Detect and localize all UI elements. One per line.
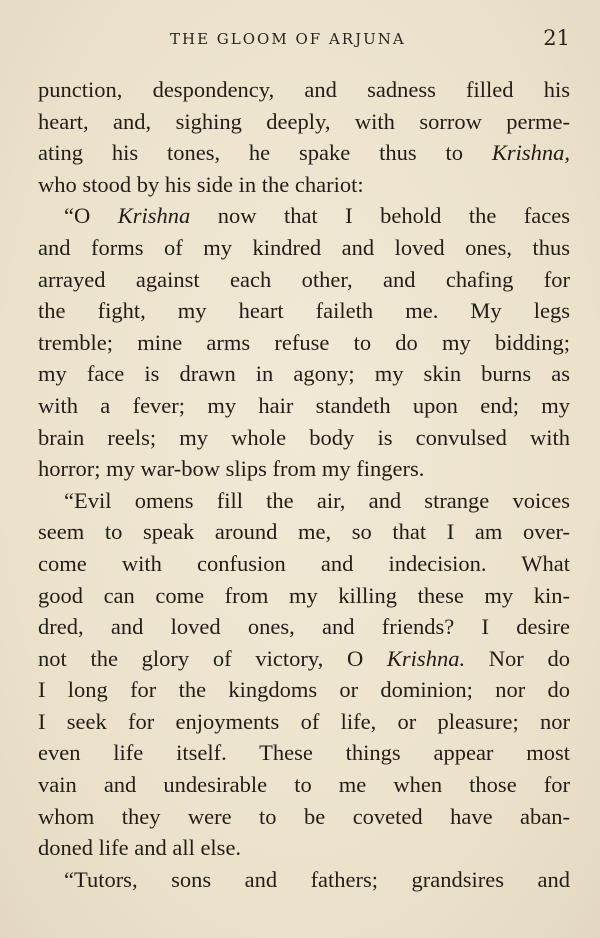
- line-text: my face is drawn in agony; my skin burns as: [38, 361, 570, 387]
- text-line: [38, 548, 570, 580]
- text-line: [38, 137, 570, 169]
- text-line: [38, 327, 570, 359]
- text-line: [38, 516, 570, 548]
- line-text: the fight, my heart faileth me. My legs: [38, 298, 570, 324]
- line-text: “O: [64, 203, 118, 229]
- text-line: [38, 706, 570, 738]
- italic-name: Krishna: [117, 203, 191, 229]
- line-text: and forms of my kindred and loved ones, thus: [38, 234, 570, 260]
- line-text: I seek for enjoyments of life, or pleasure; nor: [38, 708, 570, 734]
- text-line: [38, 106, 570, 138]
- line-text: who stood by his side in the chariot:: [38, 171, 364, 197]
- text-line: [38, 169, 570, 201]
- text-line: [38, 674, 570, 706]
- text-line: [38, 769, 570, 801]
- text-line: [38, 611, 570, 643]
- text-line: [38, 295, 570, 327]
- line-text: “Tutors, sons and fathers; grandsires and: [64, 866, 570, 892]
- line-text: arrayed against each other, and chafing for: [38, 266, 570, 292]
- line-text: horror; my war-bow slips from my fingers.: [38, 456, 425, 482]
- page-number: 21: [543, 26, 570, 50]
- line-text: whom they were to be coveted have aban-: [38, 803, 570, 829]
- line-text: come with confusion and indecision. What: [38, 550, 570, 576]
- line-text: with a fever; my hair standeth upon end; my: [38, 392, 570, 418]
- line-text: not the glory of victory, O: [38, 645, 387, 671]
- line-text: doned life and all else.: [38, 835, 242, 861]
- text-line: [38, 643, 570, 675]
- text-line: [38, 485, 570, 517]
- text-line: [38, 264, 570, 296]
- text-line: [38, 864, 570, 896]
- line-text: vain and undesirable to me when those for: [38, 772, 570, 798]
- text-line: [38, 74, 570, 106]
- line-text: “Evil omens fill the air, and strange voices: [64, 487, 570, 513]
- text-line: [38, 232, 570, 264]
- line-text: heart, and, sighing deeply, with sorrow perme-: [38, 108, 570, 134]
- italic-name: Krishna.: [386, 645, 466, 671]
- line-text: ating his tones, he spake thus to: [38, 140, 492, 166]
- line-text: I long for the kingdoms or dominion; nor do: [38, 677, 570, 703]
- text-line: [38, 832, 570, 864]
- line-text: dred, and loved ones, and friends? I desire: [38, 614, 570, 640]
- text-line: [38, 453, 570, 485]
- line-text: punction, despondency, and sadness filled his: [38, 77, 570, 102]
- italic-name: Krishna,: [491, 140, 570, 166]
- text-line: [38, 801, 570, 833]
- line-text: tremble; mine arms refuse to do my bidding;: [38, 329, 570, 355]
- line-text: brain reels; my whole body is convulsed with: [38, 424, 570, 450]
- text-line: [38, 390, 570, 422]
- text-line: [38, 580, 570, 612]
- running-title: THE GLOOM OF ARJUNA: [170, 30, 406, 48]
- line-text: good can come from my killing these my kin-: [38, 582, 570, 608]
- running-head: [38, 24, 570, 54]
- line-text: Nor do: [465, 645, 570, 671]
- text-line: [38, 200, 570, 232]
- text-line: [38, 737, 570, 769]
- line-text: now that I behold the faces: [190, 203, 570, 229]
- text-line: [38, 358, 570, 390]
- line-text: seem to speak around me, so that I am over-: [38, 519, 570, 545]
- text-line: [38, 422, 570, 454]
- line-text: even life itself. These things appear most: [38, 740, 570, 766]
- body-text: [38, 74, 570, 895]
